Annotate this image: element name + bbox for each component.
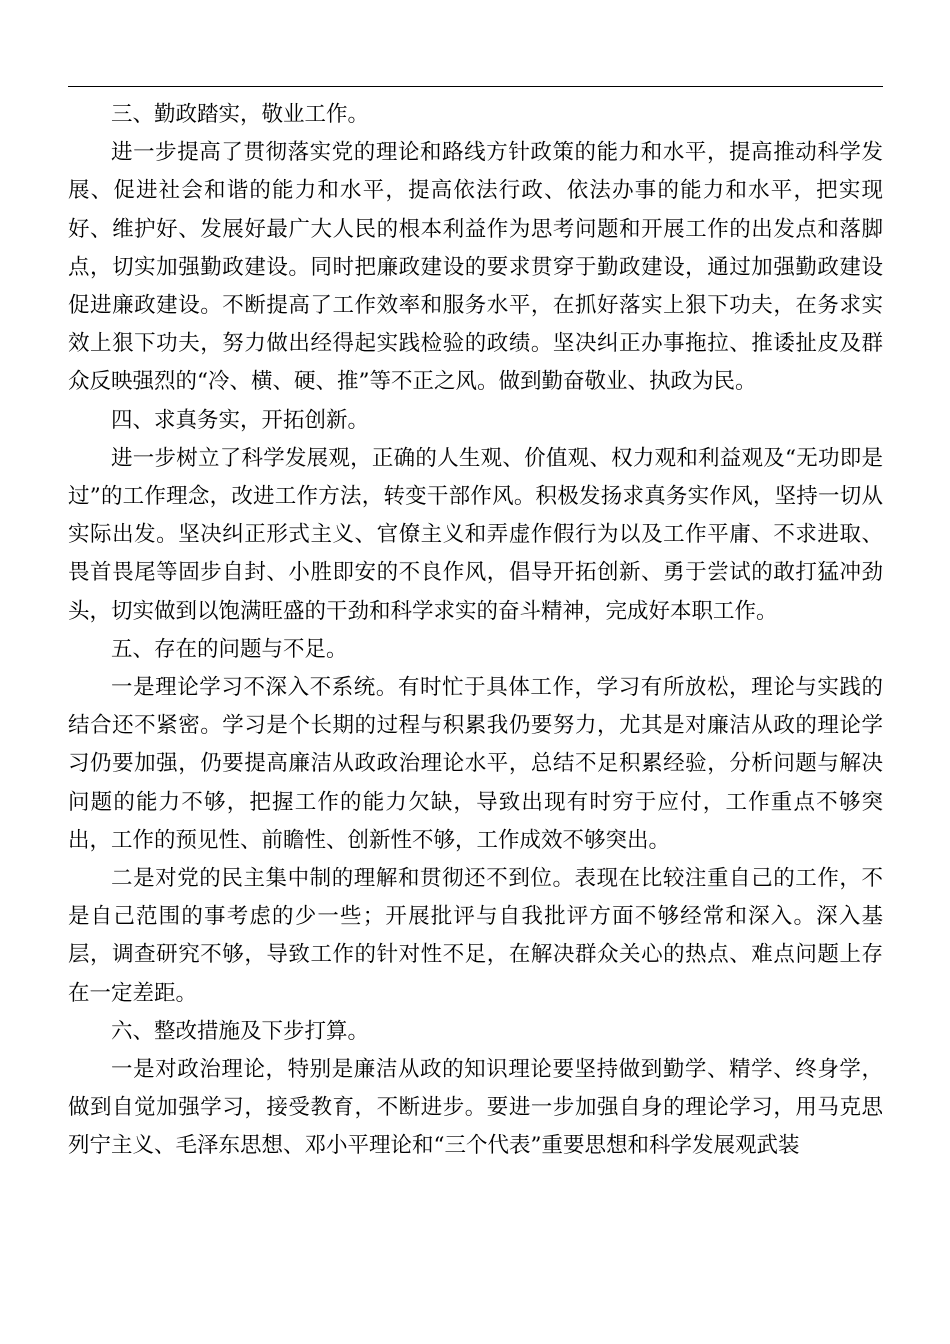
header-rule: [68, 86, 883, 87]
paragraph-problem-one: 一是理论学习不深入不系统。有时忙于具体工作，学习有所放松，理论与实践的结合还不紧密。学习是个长期的过程与积累我仍要努力，尤其是对廉洁从政的理论学习仍要加强，仍要提高廉洁从政政治理论水平，总结不足积累经验，分析问题与解决问题的能力不够，把握工作的能力欠缺，导致出现有时穷于应付，工作重点不够突出，工作的预见性、前瞻性、创新性不够，工作成效不够突出。: [68, 675, 883, 853]
paragraph-innovation: 进一步树立了科学发展观，正确的人生观、价值观、权力观和利益观及“无功即是过”的工作理念，改进工作方法，转变干部作风。积极发扬求真务实作风，坚持一切从实际出发。坚决纠正形式主义、官僚主义和弄虚作假行为以及工作平庸、不求进取、畏首畏尾等固步自封、小胜即安的不良作风，倡导开拓创新、勇于尝试的敢打猛冲劲头，切实做到以饱满旺盛的干劲和科学求实的奋斗精神，完成好本职工作。: [68, 445, 883, 624]
paragraph-measure-one: 一是对政治理论，特别是廉洁从政的知识理论要坚持做到勤学、精学、终身学，做到自觉加强学习，接受教育，不断进步。要进一步加强自身的理论学习，用马克思列宁主义、毛泽东思想、邓小平理论和“三个代表”重要思想和科学发展观武装: [68, 1057, 883, 1159]
section-heading-4: 四、求真务实，开拓创新。: [111, 407, 370, 433]
section-heading-5: 五、存在的问题与不足。: [111, 636, 348, 662]
paragraph-problem-two: 二是对党的民主集中制的理解和贯彻还不到位。表现在比较注重自己的工作，不是自己范围的事考虑的少一些；开展批评与自我批评方面不够经常和深入。深入基层，调查研究不够，导致工作的针对性不足，在解决群众关心的热点、难点问题上存在一定差距。: [68, 866, 883, 1006]
document-body: [68, 96, 883, 1166]
section-heading-6: 六、整改措施及下步打算。: [111, 1018, 370, 1044]
paragraph-diligent-governance: 进一步提高了贯彻落实党的理论和路线方针政策的能力和水平，提高推动科学发展、促进社会和谐的能力和水平，提高依法行政、依法办事的能力和水平，把实现好、维护好、发展好最广大人民的根本利益作为思考问题和开展工作的出发点和落脚点，切实加强勤政建设。同时把廉政建设的要求贯穿于勤政建设，通过加强勤政建设促进廉政建设。不断提高了工作效率和服务水平，在抓好落实上狠下功夫，在务求实效上狠下功夫，努力做出经得起实践检验的政绩。坚决纠正办事拖拉、推诿扯皮及群众反映强烈的“冷、横、硬、推”等不正之风。做到勤奋敬业、执政为民。: [68, 140, 883, 395]
section-heading-3: 三、勤政踏实，敬业工作。: [111, 102, 370, 127]
